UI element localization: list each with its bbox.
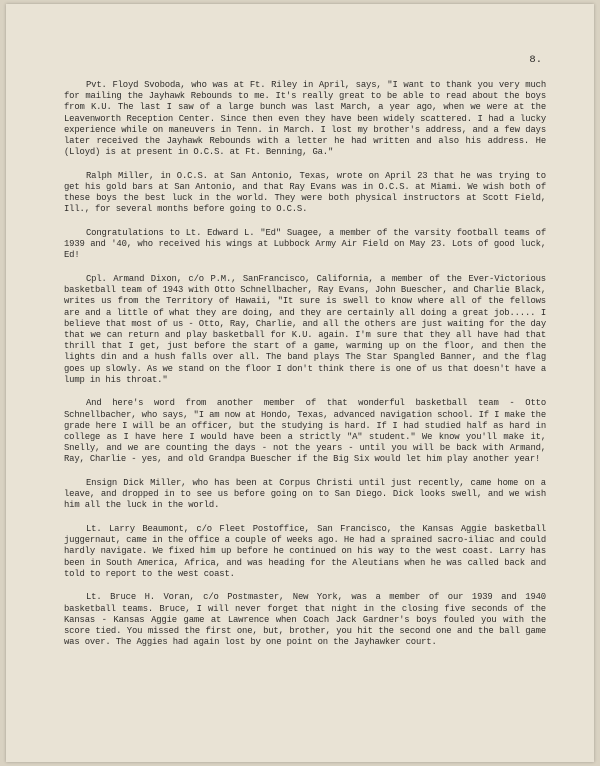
paragraph-voran: Lt. Bruce H. Voran, c/o Postmaster, New York, was a member of our 1939 and 1940 basketball teams. Bruce, I will never forget that night in the closing five seconds of the Kansas - Kansas Aggie game at Lawrence when Coach Jack Gardner's boys fouled you with the score tied. You missed the first one, but, brother, you hit the second one and the ball game was over. The Aggies had again lost by one point on the Jayhawker court. — [64, 592, 546, 648]
paragraph-dick-miller: Ensign Dick Miller, who has been at Corpus Christi until just recently, came home on a leave, and dropped in to see us before going on to San Diego. Dick looks swell, and we wish him all the luck in the world. — [64, 478, 546, 511]
paragraph-schnellbacher: And here's word from another member of that wonderful basketball team - Otto Schnellbacher, who says, "I am now at Hondo, Texas, advanced navigation school. If I make the grade here I will be an officer, but the studying is hard. If I had studied half as hard in college as I have here I would have been a strictly "A" student." We know you'll make it, Snelly, and we are counting the days - not the years - until you will be back with Armand, Ray, Charlie - yes, and old Grandpa Buescher if the Big Six would let him play another year! — [64, 398, 546, 465]
paragraph-suagee: Congratulations to Lt. Edward L. "Ed" Suagee, a member of the varsity football teams of 1939 and '40, who received his wings at Lubbock Army Air Field on May 23. Lots of good luck, Ed! — [64, 228, 546, 261]
paragraph-ralph-miller: Ralph Miller, in O.C.S. at San Antonio, Texas, wrote on April 23 that he was trying to get his gold bars at San Antonio, and that Ray Evans was in O.C.S. at Miami. We wish both of these boys the best luck in the world. They were both physical instructors at Scott Field, Ill., for several months before going to O.C.S. — [64, 170, 546, 215]
paragraph-svoboda: Pvt. Floyd Svoboda, who was at Ft. Riley in April, says, "I want to thank you very much for mailing the Jayhawk Rebounds to me. It's really great to be able to read about the boys from K.U. The last I saw of a large bunch was last March, a year ago, when we were at the Leavenworth Reception Center. Since then even they have been widely scattered. I had a lucky experience while on maneuvers in Tenn. in March. I lost my brother's address, and a few days later received the Jayhawk Rebounds with a letter he had written and also his address. He (Lloyd) is at present in O.C.S. at Ft. Benning, Ga." — [64, 80, 546, 158]
paragraph-beaumont: Lt. Larry Beaumont, c/o Fleet Postoffice, San Francisco, the Kansas Aggie basketball juggernaut, came in the office a couple of weeks ago. He had a sprained sacro-iliac and could hardly navigate. We fixed him up before he continued on his way to the west coast. Larry has been in South America, Africa, and was heading for the Aleutians when he was called back and told to report to the west coast. — [64, 524, 546, 579]
document-page — [6, 4, 594, 762]
paragraph-dixon: Cpl. Armand Dixon, c/o P.M., SanFrancisco, California, a member of the Ever-Victorious basketball team of 1943 with Otto Schnellbacher, Ray Evans, John Buescher, and Charlie Black, writes us from the Territory of Hawaii, "It sure is swell to know where all of the fellows are and a little of what they are doing, and they are certainly all doing a great job..... I believe that most of us - Otto, Ray, Charlie, and all the others are just waiting for the day that we can return and play basketball for K.U. again. I'm sure that they all have had that thrill that I get, just before the start of a game, warming up on the floor, and then the lights din and a hush falls over all. The band plays The Star Spangled Banner, and the flag goes up slowly. As we stand on the floor I don't think there is one of us that doesn't have a lump in his throat." — [64, 274, 546, 385]
page-number: 8. — [529, 54, 542, 66]
page-body — [64, 80, 546, 657]
